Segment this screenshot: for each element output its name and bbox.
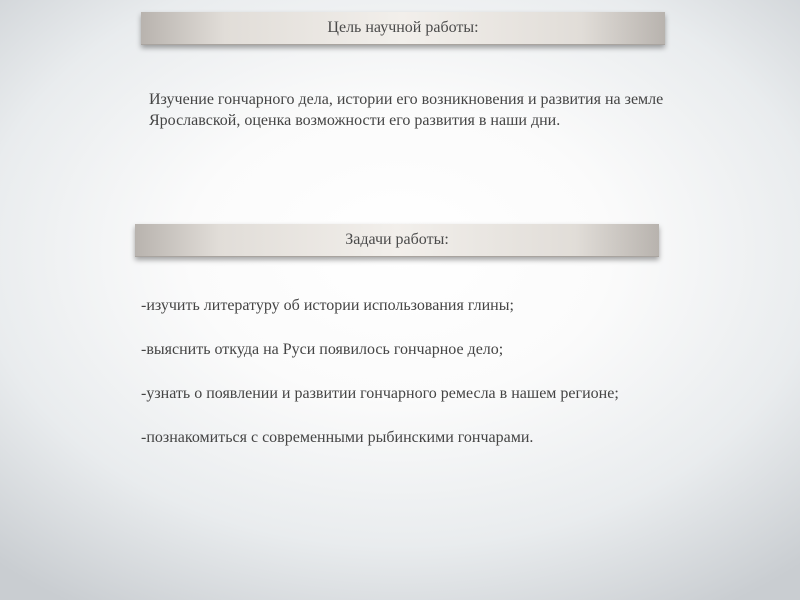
- task-item: -узнать о появлении и развитии гончарного ремесла в нашем регионе;: [141, 385, 619, 402]
- goal-text: Изучение гончарного дела, истории его возникновения и развития на земле Ярославской, оценка возможности его развития в наши дни.: [149, 91, 664, 129]
- tasks-heading: Задачи работы:: [345, 231, 449, 248]
- tasks-list: [141, 296, 761, 472]
- goal-heading-bar: [141, 12, 665, 45]
- task-item: -изучить литературу об истории использования глины;: [141, 297, 514, 314]
- task-item: -познакомиться с современными рыбинскими гончарами.: [141, 429, 534, 446]
- task-item: -выяснить откуда на Руси появилось гончарное дело;: [141, 341, 504, 358]
- tasks-heading-bar: [135, 224, 659, 257]
- goal-heading: Цель научной работы:: [327, 19, 479, 36]
